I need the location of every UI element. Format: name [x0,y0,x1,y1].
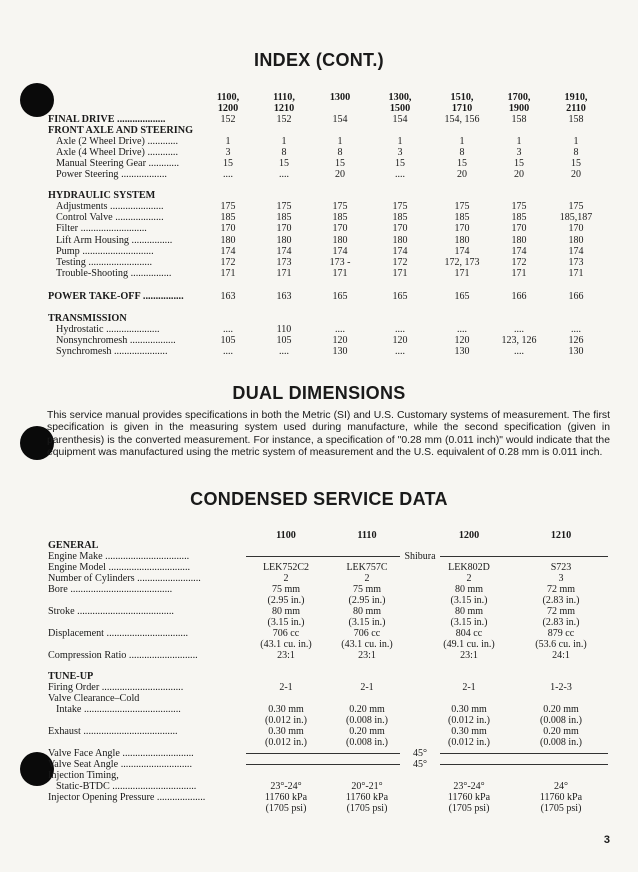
index-row-label: Trouble-Shooting ................ [56,268,172,279]
index-column-header: 1100, 1200 [216,92,240,114]
csd-column-header: 1100 [276,530,296,541]
csd-row-label: Displacement ................................ [48,628,189,639]
csd-cell: 24° [554,781,568,792]
dual-dimensions-title: DUAL DIMENSIONS [232,383,406,403]
index-cell: 174 [511,246,527,257]
index-cell: 15 [279,158,289,169]
index-row-label: Lift Arm Housing ................ [56,235,173,246]
csd-cell: 72 mm (2.83 in.) [542,606,580,628]
index-cell: 171 [276,268,292,279]
index-cell: 130 [332,346,348,357]
index-row-label: FINAL DRIVE ................... [48,114,166,125]
index-cell: 170 [454,223,470,234]
index-cell: 171 [454,268,470,279]
index-cell: 1 [281,136,287,147]
index-cell: 158 [568,114,584,125]
index-cell: 15 [335,158,345,169]
index-row-label: Axle (4 Wheel Drive) ............ [56,147,179,158]
csd-cell: 2 [283,573,289,584]
csd-cell: 0.30 mm (0.012 in.) [265,704,307,726]
index-cell: 171 [332,268,348,279]
index-cell: 20 [335,169,345,180]
csd-cell: 2 [466,573,472,584]
csd-cell: 2-1 [360,682,374,693]
index-cell: 170 [220,223,236,234]
csd-cell: 11760 kPa (1705 psi) [539,792,583,814]
index-cell: 1 [459,136,465,147]
index-cell: 174 [332,246,348,257]
condensed-service-data-title: CONDENSED SERVICE DATA [190,489,448,509]
index-row-label: Control Valve ................... [56,212,164,223]
index-cell: 105 [220,335,236,346]
index-cell: 154 [392,114,408,125]
index-row-label: Power Steering .................. [56,169,167,180]
csd-row-label: Intake ...................................... [56,704,181,715]
index-cell: 130 [454,346,470,357]
index-cell: 180 [220,235,236,246]
index-cell: 3 [225,147,231,158]
csd-cell: 20°-21° [351,781,383,792]
csd-cell: 23°-24° [270,781,302,792]
csd-row-label: GENERAL [48,540,99,551]
index-cell: 154 [332,114,348,125]
index-cell: 1 [573,136,579,147]
index-cell: 174 [568,246,584,257]
index-cell: 175 [511,201,527,212]
page-number: 3 [603,834,610,846]
index-cell: 154, 156 [444,114,480,125]
csd-cell: 2 [364,573,370,584]
csd-row-label: Injection Timing, [48,770,119,781]
index-cell: 120 [454,335,470,346]
csd-row-label: Valve Clearance–Cold [48,693,140,704]
index-column-header: 1300 [329,92,351,103]
index-cell: 173 - [329,257,351,268]
index-cell: 8 [573,147,579,158]
csd-cell: 23°-24° [453,781,485,792]
csd-row-label: Number of Cylinders ......................... [48,573,201,584]
index-cell: 175 [220,201,236,212]
index-cell: 170 [392,223,408,234]
index-cell: 120 [332,335,348,346]
index-cell: 174 [276,246,292,257]
index-cell: 1 [516,136,522,147]
index-cell: 185 [220,212,236,223]
index-row-label: Testing ......................... [56,257,153,268]
index-cell: 174 [454,246,470,257]
index-cell: 173 [568,257,584,268]
csd-cell: 0.20 mm (0.008 in.) [346,726,388,748]
index-cell: 1 [397,136,403,147]
csd-cell: 1-2-3 [550,682,572,693]
index-cell: 172 [220,257,236,268]
csd-span-value: 45° [400,759,440,770]
index-cell: 163 [276,291,292,302]
index-cell: 170 [568,223,584,234]
index-cell: 15 [571,158,581,169]
index-cell: .... [335,324,345,335]
csd-cell: 0.20 mm (0.008 in.) [540,704,582,726]
csd-cell: 24:1 [552,650,570,661]
csd-cell: 23:1 [460,650,478,661]
index-cell: 163 [220,291,236,302]
index-cell: 8 [459,147,465,158]
csd-column-header: 1210 [550,530,572,541]
csd-row-label: Stroke ...................................... [48,606,174,617]
csd-row-label: TUNE-UP [48,671,94,682]
csd-cell: 80 mm (3.15 in.) [348,606,386,628]
index-cell: 171 [392,268,408,279]
index-cell: 8 [337,147,343,158]
index-cell: 175 [454,201,470,212]
csd-span-value: 45° [400,748,440,759]
csd-cell: LEK752C2 [262,562,310,573]
index-row-label: POWER TAKE-OFF ................ [48,291,184,302]
csd-row-label: Engine Model ................................ [48,562,191,573]
csd-cell: 0.30 mm (0.012 in.) [448,726,490,748]
index-cell: 158 [511,114,527,125]
index-cell: 185 [454,212,470,223]
csd-row-label: Firing Order ................................ [48,682,184,693]
csd-row-label: Bore ........................................ [48,584,173,595]
csd-span-value: Shibura [400,551,440,562]
csd-cell: 879 cc (53.6 cu. in.) [535,628,587,650]
index-row-label: Synchromesh ..................... [56,346,168,357]
index-cell: 174 [392,246,408,257]
csd-cell: 706 cc (43.1 cu. in.) [260,628,312,650]
index-cell: 185,187 [559,212,593,223]
index-cell: 180 [332,235,348,246]
index-row-label: Axle (2 Wheel Drive) ............ [56,136,179,147]
csd-cell: 0.20 mm (0.008 in.) [540,726,582,748]
index-cell: .... [571,324,581,335]
index-cell: 15 [514,158,524,169]
index-column-header: 1700, 1900 [507,92,531,114]
csd-cell: 706 cc (43.1 cu. in.) [341,628,393,650]
index-cell: .... [395,324,405,335]
index-cell: 130 [568,346,584,357]
csd-row-label: Engine Make ................................. [48,551,190,562]
index-cell: 1 [337,136,343,147]
csd-cell: 11760 kPa (1705 psi) [345,792,389,814]
index-row-label: HYDRAULIC SYSTEM [48,190,156,201]
index-title: INDEX (CONT.) [254,50,384,70]
csd-cell: S723 [550,562,572,573]
index-cell: .... [223,324,233,335]
csd-cell: 75 mm (2.95 in.) [348,584,386,606]
index-cell: .... [279,346,289,357]
index-column-header: 1510, 1710 [450,92,474,114]
index-cell: 8 [281,147,287,158]
csd-cell: 804 cc (49.1 cu. in.) [443,628,495,650]
csd-cell: 80 mm (3.15 in.) [267,606,305,628]
index-cell: 185 [392,212,408,223]
index-cell: 172, 173 [444,257,480,268]
index-row-label: Adjustments ..................... [56,201,164,212]
index-cell: 15 [395,158,405,169]
csd-row-label: Injector Opening Pressure ................... [48,792,206,803]
csd-column-header: 1200 [458,530,480,541]
index-cell: 126 [568,335,584,346]
index-cell: 180 [276,235,292,246]
csd-cell: 0.30 mm (0.012 in.) [265,726,307,748]
index-cell: 20 [514,169,524,180]
csd-cell: 11760 kPa (1705 psi) [264,792,308,814]
index-cell: 20 [571,169,581,180]
index-cell: 180 [568,235,584,246]
csd-cell: 80 mm (3.15 in.) [450,584,488,606]
csd-cell: 23:1 [277,650,295,661]
index-cell: 166 [568,291,584,302]
index-cell: 166 [511,291,527,302]
csd-cell: 11760 kPa (1705 psi) [447,792,491,814]
index-cell: 105 [276,335,292,346]
index-column-header: 1300, 1500 [388,92,412,114]
index-cell: 175 [332,201,348,212]
index-cell: 170 [276,223,292,234]
index-row-label: TRANSMISSION [48,313,127,324]
csd-cell: LEK757C [346,562,388,573]
index-cell: 165 [454,291,470,302]
csd-cell: 3 [558,573,564,584]
csd-cell: 0.30 mm (0.012 in.) [448,704,490,726]
csd-row-label: Valve Face Angle ............................ [48,748,194,759]
index-cell: .... [223,346,233,357]
index-cell: .... [457,324,467,335]
index-row-label: Nonsynchromesh .................. [56,335,176,346]
index-cell: 175 [568,201,584,212]
index-row-label: Filter .......................... [56,223,147,234]
index-cell: .... [395,169,405,180]
index-cell: 172 [392,257,408,268]
csd-cell: 75 mm (2.95 in.) [267,584,305,606]
csd-row-label: Static-BTDC ................................. [56,781,197,792]
dual-dimensions-text: This service manual provides specifications in both the Metric (SI) and U.S. Customary systems of measurement. The first specification is given in the measuring system used during manufacture, while the second specification (given in parenthesis) is the converted measurement. For instance, a specification of "0.28 mm (0.011 inch)" would indicate that the equipment was manufactured using the metric system of measurement and the U.S. equivalent of 0.28 mm is 0.011 inch. [47,410,610,459]
csd-cell: 2-1 [462,682,476,693]
csd-column-header: 1110 [357,530,377,541]
csd-row-label: Exhaust ..................................... [48,726,178,737]
index-row-label: Pump ............................ [56,246,154,257]
index-cell: .... [279,169,289,180]
csd-cell: 0.20 mm (0.008 in.) [346,704,388,726]
index-cell: 171 [568,268,584,279]
index-cell: 173 [276,257,292,268]
index-cell: 165 [332,291,348,302]
csd-cell: 2-1 [279,682,293,693]
index-cell: 174 [220,246,236,257]
index-cell: 152 [220,114,236,125]
index-cell: 170 [511,223,527,234]
index-cell: 3 [397,147,403,158]
index-cell: 175 [276,201,292,212]
csd-cell: 23:1 [358,650,376,661]
index-cell: 152 [276,114,292,125]
csd-cell: LEK802D [448,562,490,573]
index-cell: 170 [332,223,348,234]
index-row-label: FRONT AXLE AND STEERING [48,125,194,136]
index-row-label: Manual Steering Gear ............ [56,158,180,169]
index-cell: .... [514,346,524,357]
index-cell: 20 [457,169,467,180]
index-cell: 3 [516,147,522,158]
index-cell: 185 [276,212,292,223]
index-column-header: 1910, 2110 [564,92,588,114]
index-cell: 120 [392,335,408,346]
binder-hole-top [20,83,54,117]
index-cell: .... [395,346,405,357]
index-cell: 171 [220,268,236,279]
csd-row-label: Compression Ratio ........................... [48,650,198,661]
index-cell: 110 [276,324,292,335]
index-cell: 185 [511,212,527,223]
index-cell: .... [223,169,233,180]
csd-row-label: Valve Seat Angle ............................ [48,759,193,770]
index-cell: 171 [511,268,527,279]
index-cell: .... [514,324,524,335]
index-cell: 123, 126 [501,335,537,346]
index-cell: 185 [332,212,348,223]
index-row-label: Hydrostatic ..................... [56,324,160,335]
csd-cell: 72 mm (2.83 in.) [542,584,580,606]
index-cell: 175 [392,201,408,212]
index-cell: 15 [457,158,467,169]
index-cell: 165 [392,291,408,302]
index-cell: 172 [511,257,527,268]
index-cell: 180 [511,235,527,246]
index-cell: 1 [225,136,231,147]
index-cell: 15 [223,158,233,169]
index-column-header: 1110, 1210 [273,92,295,114]
index-cell: 180 [392,235,408,246]
index-cell: 180 [454,235,470,246]
csd-cell: 80 mm (3.15 in.) [450,606,488,628]
